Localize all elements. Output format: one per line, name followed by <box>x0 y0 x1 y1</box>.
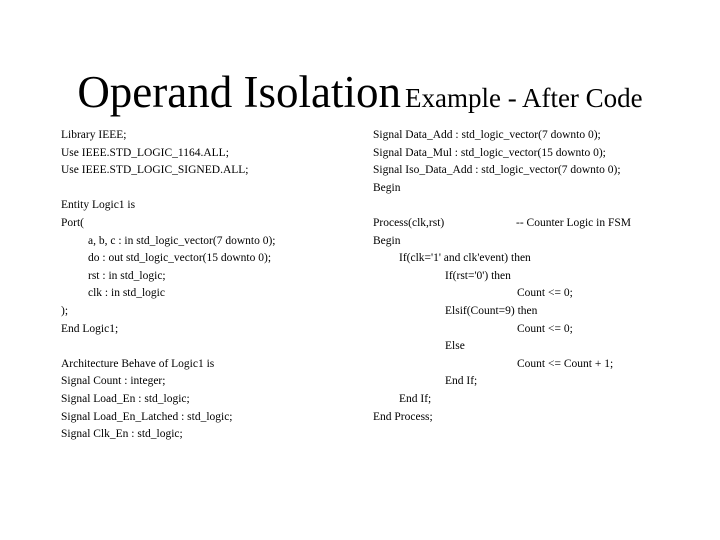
code-text: Entity Logic1 is <box>61 199 136 212</box>
code-line <box>373 215 703 233</box>
code-line <box>61 145 361 163</box>
code-line <box>373 391 703 409</box>
code-line <box>61 338 361 356</box>
code-text: Library IEEE; <box>61 129 127 141</box>
code-line <box>61 426 361 444</box>
code-line <box>61 373 361 391</box>
code-column-right <box>373 127 703 426</box>
code-line <box>373 250 703 268</box>
code-text: Else <box>445 340 465 353</box>
code-column-left <box>61 127 361 444</box>
code-text: If(clk='1' and clk'event) then <box>399 252 531 265</box>
code-text: End Process; <box>373 410 433 423</box>
code-line <box>373 180 703 198</box>
code-line <box>61 127 361 145</box>
code-text: Process(clk,rst) <box>373 216 445 229</box>
code-line <box>373 409 703 427</box>
code-text: Begin <box>373 234 401 247</box>
code-line <box>373 285 703 303</box>
code-line <box>61 409 361 427</box>
code-line <box>373 356 703 374</box>
code-text: Signal Iso_Data_Add : std_logic_vector(7 downto 0); <box>373 164 621 177</box>
code-line <box>373 197 703 215</box>
code-text: End If; <box>445 375 478 388</box>
code-line <box>373 303 703 321</box>
code-line <box>373 338 703 356</box>
code-text: End If; <box>399 392 432 405</box>
code-text: do : out std_logic_vector(15 downto 0); <box>88 252 272 265</box>
code-text: a, b, c : in std_logic_vector(7 downto 0); <box>88 234 276 247</box>
code-line <box>373 373 703 391</box>
code-comment: -- Counter Logic in FSM <box>516 216 631 229</box>
code-text: clk : in std_logic <box>88 287 165 300</box>
slide-title-sub: Example - After Code <box>404 83 643 113</box>
code-line <box>61 391 361 409</box>
code-line <box>61 162 361 180</box>
code-line <box>61 233 361 251</box>
slide-title <box>0 67 720 117</box>
code-text: Count <= 0; <box>517 287 573 300</box>
code-line <box>373 268 703 286</box>
code-text: If(rst='0') then <box>445 269 511 282</box>
code-text: Count <= Count + 1; <box>517 357 614 370</box>
code-text: Count <= 0; <box>517 322 573 335</box>
code-text: Signal Data_Add : std_logic_vector(7 downto 0); <box>373 129 601 141</box>
code-text: Port( <box>61 216 84 229</box>
code-text: ); <box>61 304 69 317</box>
code-text: Architecture Behave of Logic1 is <box>61 357 215 370</box>
code-line <box>61 197 361 215</box>
code-line <box>373 321 703 339</box>
code-line <box>373 162 703 180</box>
code-text: Use IEEE.STD_LOGIC_1164.ALL; <box>61 146 229 159</box>
code-text: Begin <box>373 181 401 194</box>
code-text: rst : in std_logic; <box>88 269 166 282</box>
code-text: Signal Load_En : std_logic; <box>61 392 190 405</box>
code-line <box>373 145 703 163</box>
code-line <box>61 268 361 286</box>
code-text: Signal Count : integer; <box>61 375 166 388</box>
code-line <box>373 233 703 251</box>
code-text: Use IEEE.STD_LOGIC_SIGNED.ALL; <box>61 164 249 177</box>
code-line <box>373 127 703 145</box>
code-line <box>61 250 361 268</box>
slide-title-main: Operand Isolation <box>77 67 401 117</box>
code-text: Signal Clk_En : std_logic; <box>61 428 183 441</box>
code-line <box>61 303 361 321</box>
code-line <box>61 321 361 339</box>
code-text: Signal Data_Mul : std_logic_vector(15 downto 0); <box>373 146 606 159</box>
code-text: End Logic1; <box>61 322 119 335</box>
code-line <box>61 285 361 303</box>
code-line <box>61 356 361 374</box>
code-text: Signal Load_En_Latched : std_logic; <box>61 410 233 423</box>
code-line <box>61 180 361 198</box>
code-line <box>61 215 361 233</box>
code-text: Elsif(Count=9) then <box>445 304 538 317</box>
